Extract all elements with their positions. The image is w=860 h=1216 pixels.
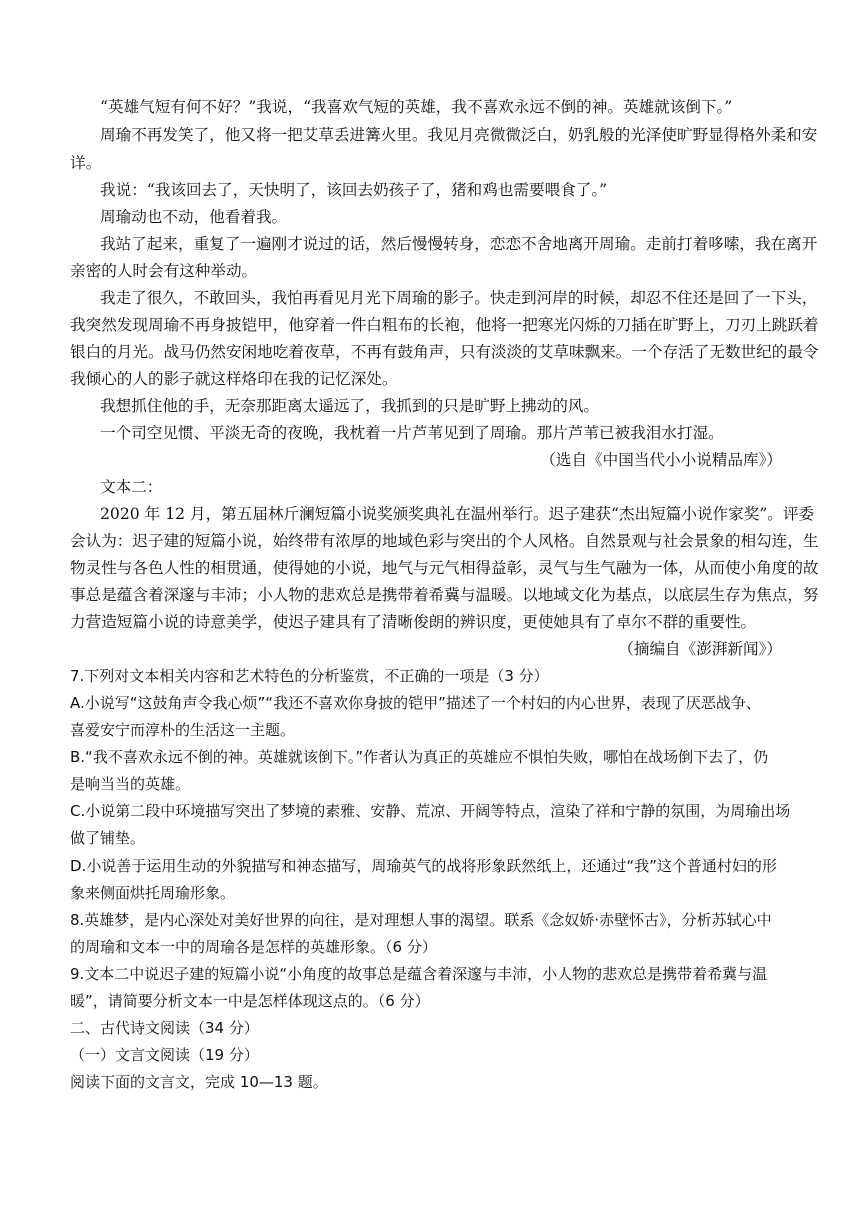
story-paragraph-cont: 我倾心的人的影子就这样烙印在我的记忆深处。 <box>70 370 398 388</box>
story-paragraph: 周瑜动也不动，他看着我。 <box>100 208 288 226</box>
option-c: C.小说第二段中环境描写突出了梦境的素雅、安静、荒凉、开阔等特点，渲染了祥和宁静的氛围，为周瑜出场 <box>70 802 791 820</box>
story-paragraph: 我说：“我该回去了，天快明了，该回去奶孩子了，猪和鸡也需要喂食了。” <box>100 181 608 199</box>
text2-paragraph-cont: 力营造短篇小说的诗意美学，使迟子建具有了清晰俊朗的辨识度，更使她具有了卓尔不群的重要性。 <box>70 613 757 631</box>
question-8: 8.英雄梦，是内心深处对美好世界的向往，是对理想人事的渴望。联系《念奴娇·赤壁怀古》，分析苏轼心中 <box>70 911 772 929</box>
source-citation: （选自《中国当代小小说精品库》） <box>540 451 782 469</box>
subsection-title: （一）文言文阅读（19 分） <box>70 1046 259 1064</box>
section-title: 二、古代诗文阅读（34 分） <box>70 1019 259 1037</box>
option-d-cont: 象来侧面烘托周瑜形象。 <box>70 884 236 902</box>
source-citation: （摘编自《澎湃新闻》） <box>618 640 782 658</box>
story-paragraph: 我想抓住他的手，无奈那距离太遥远了，我抓到的只是旷野上拂动的风。 <box>100 397 600 415</box>
section-instruction: 阅读下面的文言文，完成 10—13 题。 <box>70 1073 328 1091</box>
option-a-cont: 喜爱安宁而淳朴的生活这一主题。 <box>70 721 296 739</box>
story-paragraph: “英雄气短有何不好？”我说，“我喜欢气短的英雄，我不喜欢永远不倒的神。英雄就该倒下。” <box>100 98 733 116</box>
text2-paragraph: 2020 年 12 月，第五届林斤澜短篇小说奖颁奖典礼在温州举行。迟子建获“杰出短篇小说作家奖”。评委 <box>100 505 815 523</box>
story-paragraph-cont: 详。 <box>70 154 102 172</box>
question-9: 9.文本二中说迟子建的短篇小说“小角度的故事总是蕴含着深邃与丰沛，小人物的悲欢总是携带着希冀与温 <box>70 965 768 983</box>
story-paragraph: 我走了很久，不敢回头，我怕再看见月光下周瑜的影子。快走到河岸的时候，却忍不住还是回了一下头， <box>100 289 818 307</box>
story-paragraph-cont: 我突然发现周瑜不再身披铠甲，他穿着一件白粗布的长袍，他将一把寒光闪烁的刀插在旷野上，刀刃上跳跃着 <box>70 316 819 334</box>
story-paragraph: 我站了起来，重复了一遍刚才说过的话，然后慢慢转身，恋恋不舍地离开周瑜。走前打着哆嗦，我在离开 <box>100 235 818 253</box>
question-7: 7.下列对文本相关内容和艺术特色的分析鉴赏，不正确的一项是（3 分） <box>70 667 549 685</box>
text2-heading: 文本二： <box>100 478 163 496</box>
option-b: B.“我不喜欢永远不倒的神。英雄就该倒下。”作者认为真正的英雄应不惧怕失败，哪怕在战场倒下去了，仍 <box>70 748 769 766</box>
text2-paragraph-cont: 物灵性与各色人性的相贯通，使得她的小说，地气与元气相得益彰，灵气与生气融为一体，从而使小角度的故 <box>70 559 819 577</box>
story-paragraph-cont: 银白的月光。战马仍然安闲地吃着夜草，不再有鼓角声，只有淡淡的艾草味飘来。一个存活了无数世纪的最令 <box>70 343 819 361</box>
story-paragraph: 周瑜不再发笑了，他又将一把艾草丢进篝火里。我见月亮微微泛白，奶乳般的光泽使旷野显得格外柔和安 <box>100 126 818 144</box>
story-paragraph-cont: 亲密的人时会有这种举动。 <box>70 262 258 280</box>
question-8-cont: 的周瑜和文本一中的周瑜各是怎样的英雄形象。（6 分） <box>70 938 437 956</box>
option-a: A.小说写“这鼓角声令我心烦”“我还不喜欢你身披的铠甲”描述了一个村妇的内心世界，表现了厌恶战争、 <box>70 694 761 712</box>
option-d: D.小说善于运用生动的外貌描写和神态描写，周瑜英气的战将形象跃然纸上，还通过“我”这个普通村妇的形 <box>70 857 777 875</box>
text2-paragraph-cont: 事总是蕴含着深邃与丰沛；小人物的悲欢总是携带着希冀与温暖。以地域文化为基点，以底层生存为焦点，努 <box>70 586 819 604</box>
story-paragraph: 一个司空见惯、平淡无奇的夜晚，我枕着一片芦苇见到了周瑜。那片芦苇已被我泪水打湿。 <box>100 424 724 442</box>
text2-paragraph-cont: 会认为：迟子建的短篇小说，始终带有浓厚的地域色彩与突出的个人风格。自然景观与社会景象的相勾连，生 <box>70 532 819 550</box>
option-b-cont: 是响当当的英雄。 <box>70 775 191 793</box>
option-c-cont: 做了铺垫。 <box>70 829 146 847</box>
question-9-cont: 暖”，请简要分析文本一中是怎样体现这点的。（6 分） <box>70 992 430 1010</box>
